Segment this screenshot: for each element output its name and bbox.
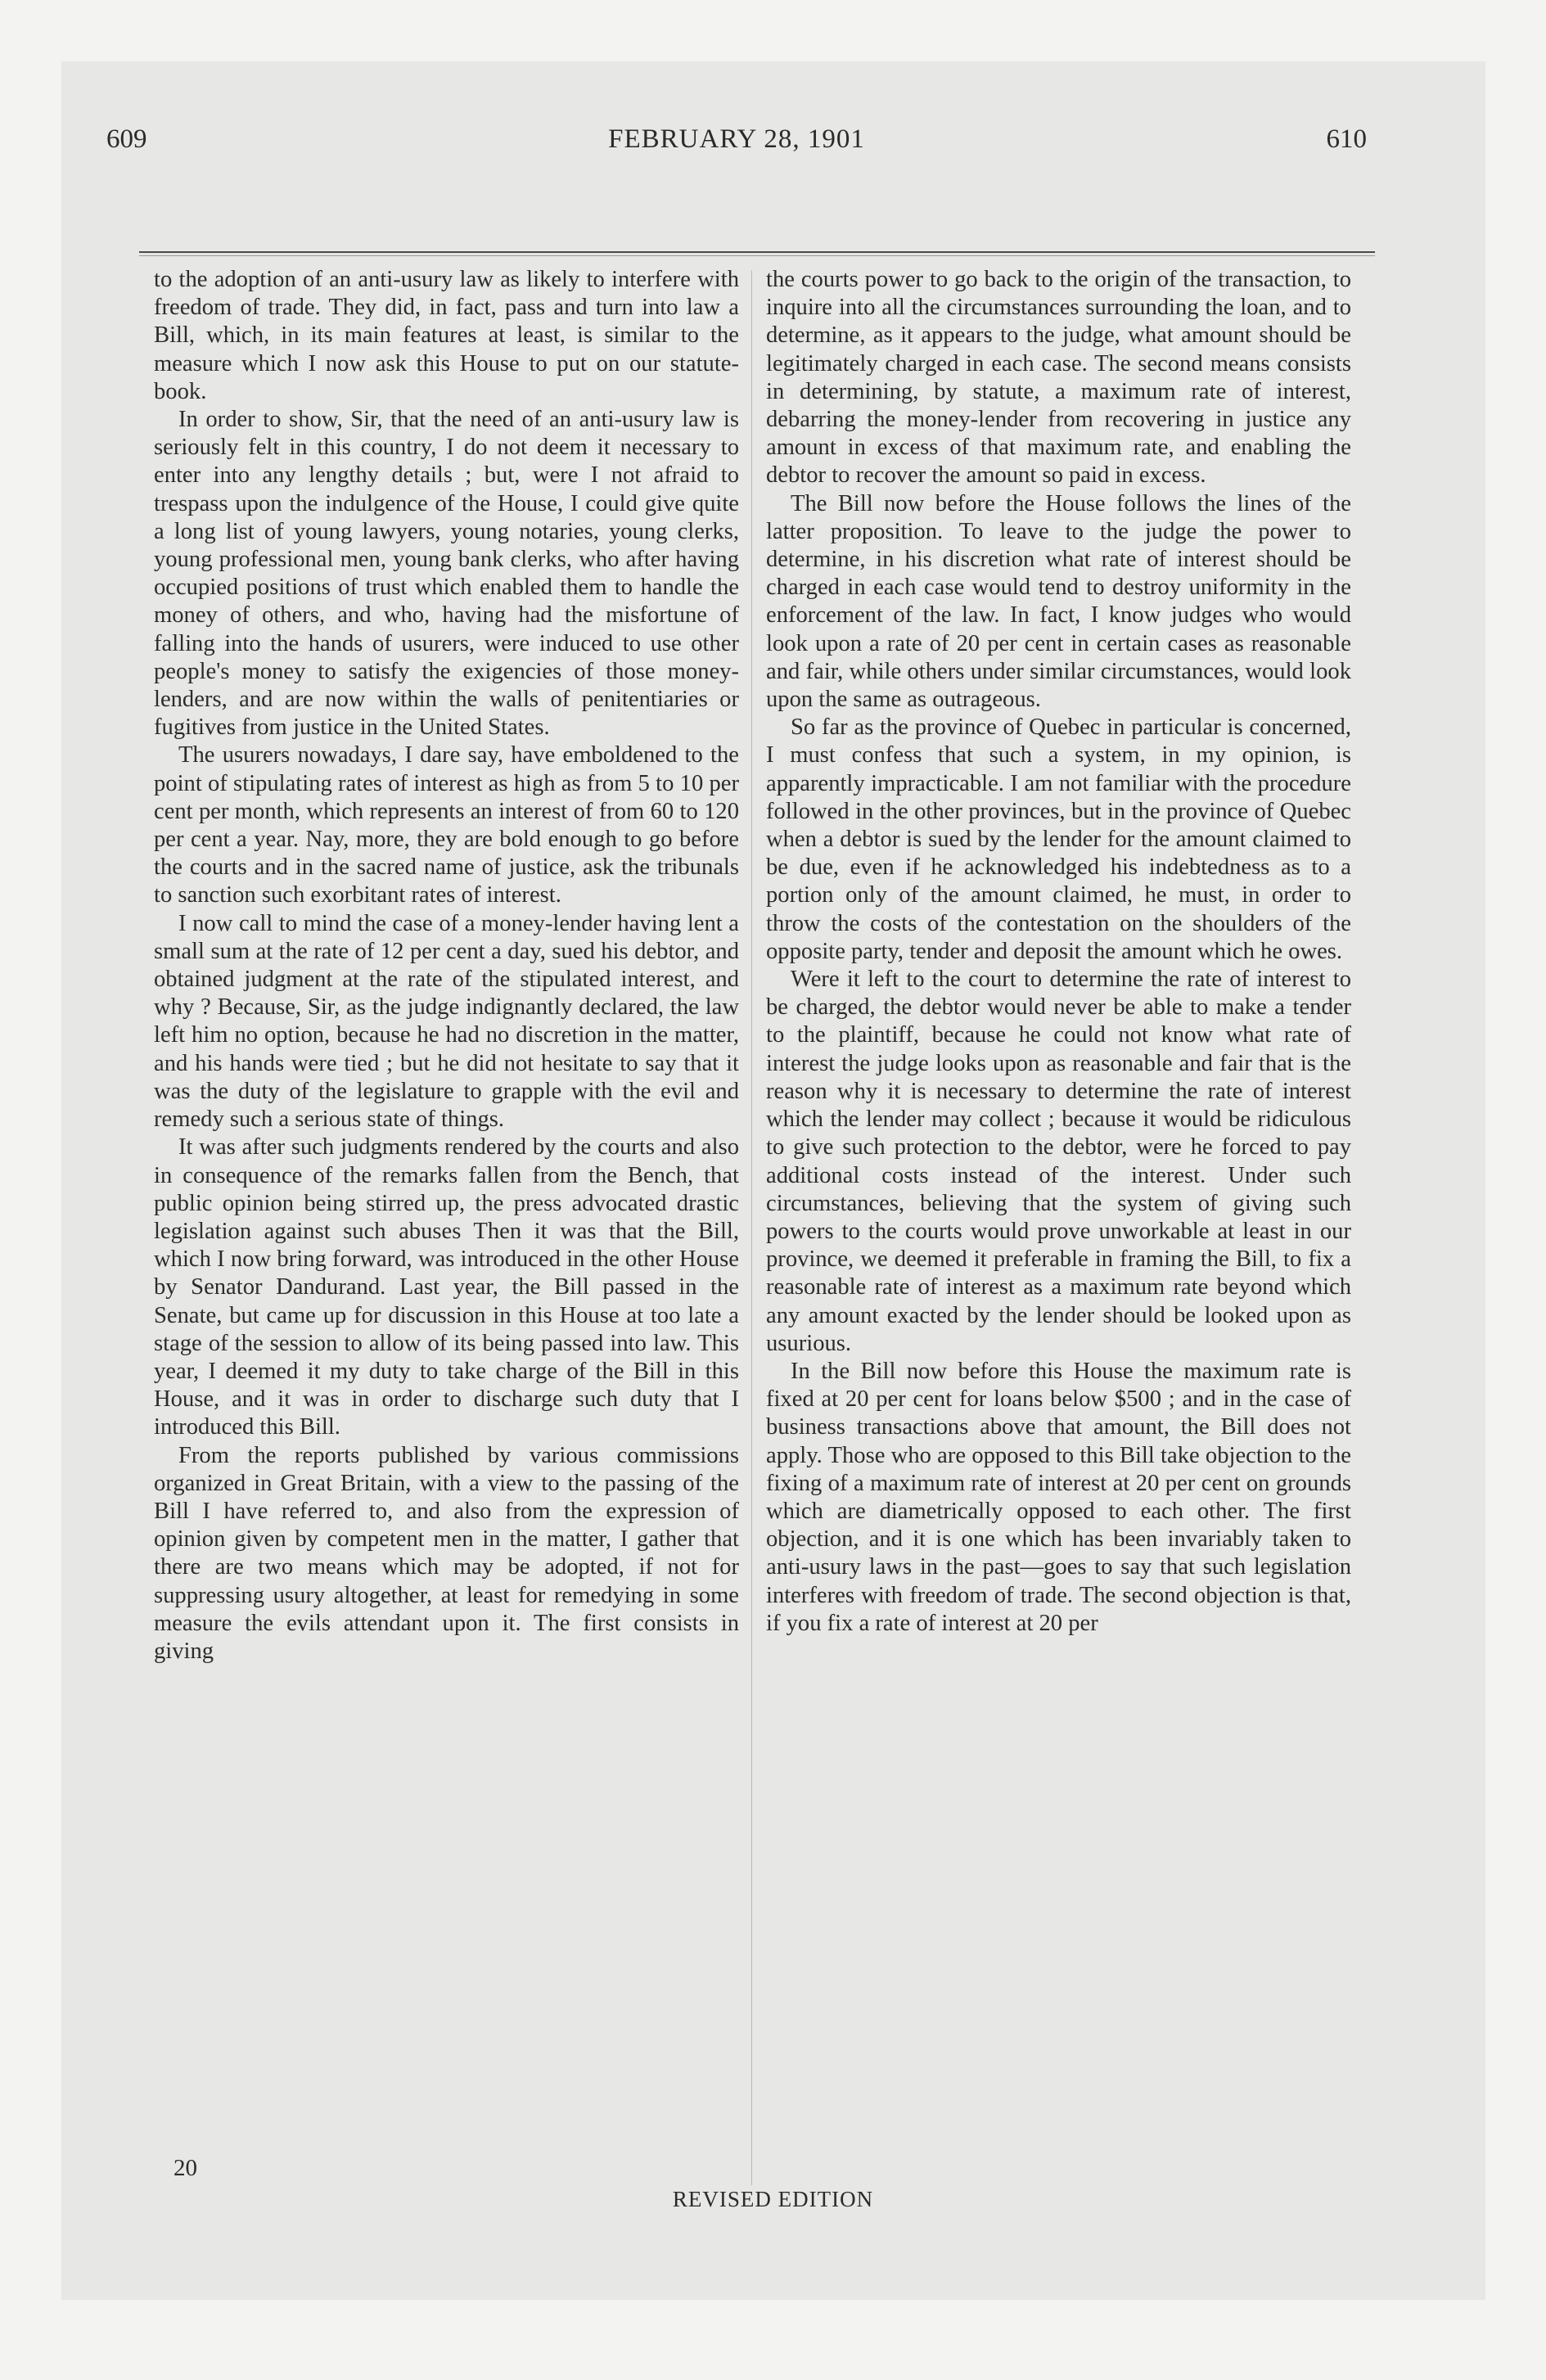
paragraph: the courts power to go back to the origin of the transaction, to inquire into all the circumstances surrounding the loan, and to determine, as it appears to the judge, what amount should be legitimately charged in each case. The second means consists in determining, by statute, a maximum rate of interest, debarring the money-lender from recovering in justice any amount in excess of that maximum rate, and enabling the debtor to recover the amount so paid in excess. [766,267,1351,489]
paragraph: Were it left to the court to determine the rate of interest to be charged, the debtor would never be able to make a tender to the plaintiff, because he could not know what rate of interest the judge looks upon as reasonable and fair that is the reason why it is necessary to determine the rate of interest which the lender may collect ; because it would be ridiculous to give such protection to the debtor, were he forced to pay additional costs instead of the interest. Under such circumstances, believing that the system of giving such powers to the courts would prove unworkable at least in our province, we deemed it preferable in framing the Bill, to fix a reasonable rate of interest as a maximum rate beyond which any amount exacted by the lender should be looked upon as usurious. [766,967,1351,1356]
page-number-left: 609 [106,124,147,154]
paragraph: So far as the province of Quebec in particular is concerned, I must confess that such a system, in my opinion, is apparently impracticable. I am not familiar with the procedure followed in the other provinces, but in the province of Quebec when a debtor is sued by the lender for the amount claimed to be due, even if he acknowledged his indebtedness as to a portion only of the amount claimed, he must, in order to throw the costs of the contestation on the shoulders of the opposite party, tender and deposit the amount which he owes. [766,714,1351,964]
paragraph: I now call to mind the case of a money-lender having lent a small sum at the rate of 12 per cent a day, sued his debtor, and obtained judgment at the rate of the stipulated interest, and why ? Because, Sir, as the judge indignantly declared, the law left him no option, because he had no discretion in the matter, and his hands were tied ; but he did not hesitate to say that it was the duty of the legislature to grapple with the evil and remedy such a serious state of things. [154,910,739,1133]
paragraph: It was after such judgments rendered by the courts and also in consequence of the remarks fallen from the Bench, that public opinion being stirred up, the press advocated drastic legislation against such abuses Then it was that the Bill, which I now bring forward, was introduced in the other House by Senator Dandurand. Last year, the Bill passed in the Senate, but came up for discussion in this House at too late a stage of the session to allow of its being passed into law. This year, I deemed it my duty to take charge of the Bill in this House, and it was in order to discharge such duty that I introduced this Bill. [154,1134,739,1440]
paragraph: In the Bill now before this House the maximum rate is fixed at 20 per cent for loans below $500 ; and in the case of business transactions above that amount, the Bill does not apply. Those who are opposed to this Bill take objection to the fixing of a maximum rate of interest at 20 per cent on grounds which are diametrically opposed to each other. The first objection, and it is one which has been invariably taken to anti-usury laws in the past—goes to say that such legislation interferes with freedom of trade. The second objection is that, if you fix a rate of interest at 20 per [766,1358,1351,1636]
page-header [106,124,1367,165]
header-rule [139,251,1375,256]
paragraph: In order to show, Sir, that the need of an anti-usury law is seriously felt in this country, I do not deem it necessary to enter into any lengthy details ; but, were I not afraid to trespass upon the indulgence of the House, I could give quite a long list of young lawyers, young notaries, young clerks, young professional men, young bank clerks, who after having occupied positions of trust which enabled them to handle the money of others, and who, having had the misfortune of falling into the hands of usurers, were induced to use other people's money to satisfy the exigencies of those money-lenders, and are now within the walls of penitentiaries or fugitives from justice in the United States. [154,407,739,741]
signature-mark: 20 [174,2155,197,2181]
paragraph: From the reports published by various commissions organized in Great Britain, with a view to the passing of the Bill I have referred to, and also from the expression of opinion given by competent men in the matter, I gather that there are two means which may be adopted, if not for suppressing usury altogether, at least for remedying in some measure the evils attendant upon it. The first consists in giving [154,1442,739,1664]
page-title: FEBRUARY 28, 1901 [608,124,865,154]
column-divider [751,270,752,2185]
footer-edition: REVISED EDITION [672,2187,874,2211]
right-column [766,266,1351,1638]
paragraph: The Bill now before the House follows the lines of the latter proposition. To leave to the judge the power to determine, in his discretion what rate of interest should be charged in each case would tend to destroy uniformity in the enforcement of the law. In fact, I know judges who would look upon a rate of 20 per cent in certain cases as reasonable and fair, while others under similar circumstances, would look upon the same as outrageous. [766,490,1351,713]
paragraph: to the adoption of an anti-usury law as likely to interfere with freedom of trade. They did, in fact, pass and turn into law a Bill, which, in its main features at least, is similar to the measure which I now ask this House to put on our statute-book. [154,267,739,404]
left-column [154,266,739,1666]
paragraph: The usurers nowadays, I dare say, have emboldened to the point of stipulating rates of interest as high as from 5 to 10 per cent per month, which represents an interest of from 60 to 120 per cent a year. Nay, more, they are bold enough to go before the courts and in the sacred name of justice, ask the tribunals to sanction such exorbitant rates of interest. [154,742,739,908]
page-number-right: 610 [1326,124,1367,154]
